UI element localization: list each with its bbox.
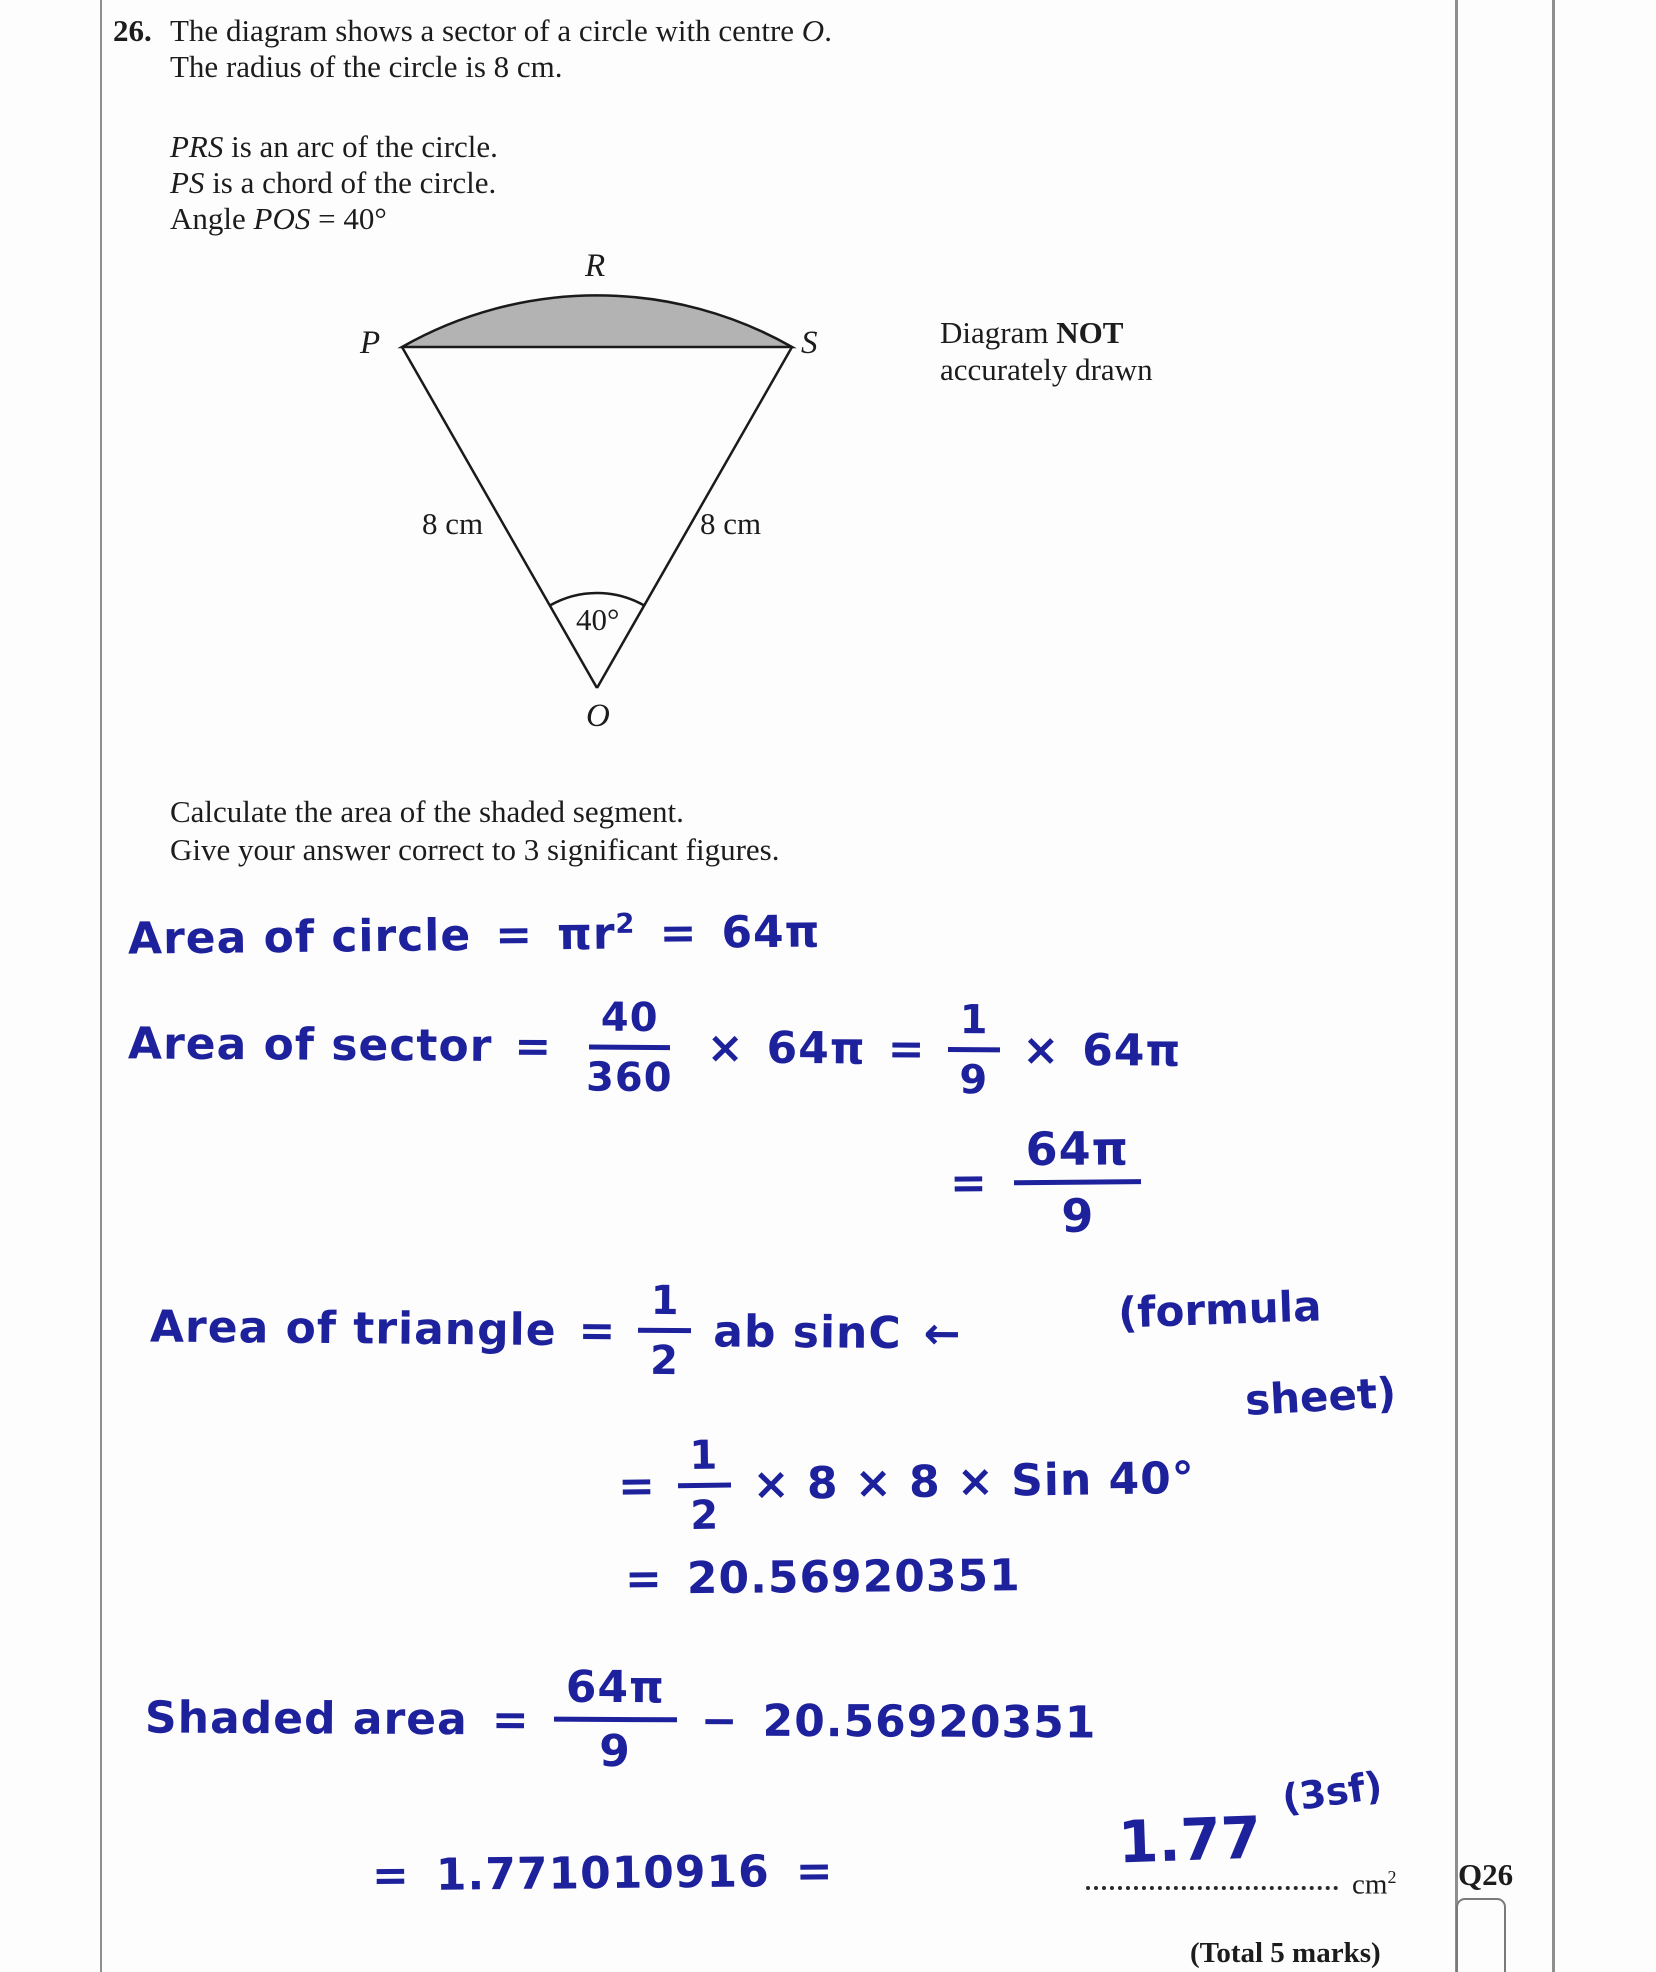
hw-square-exponent: 2 — [615, 908, 636, 940]
sector-diagram — [330, 240, 870, 720]
hw-fraction-denominator: 2 — [649, 1337, 680, 1385]
hw-times: × — [1022, 1024, 1061, 1076]
hw-equals: = — [624, 1553, 664, 1605]
work-row-area-sector — [128, 981, 1182, 1113]
unit-cm: cm — [1352, 1868, 1388, 1901]
question-tag: Q26 — [1458, 1857, 1514, 1892]
hw-ab-sinc: ab sinC — [713, 1305, 902, 1359]
hw-label-area-triangle: Area of triangle — [149, 1300, 557, 1356]
question-intro-line1 — [170, 12, 832, 50]
radius-line-right — [597, 347, 792, 688]
hw-fraction-denominator: 2 — [689, 1492, 720, 1539]
marks-entry-box — [1456, 1898, 1506, 1972]
point-p-label: P — [360, 325, 381, 361]
centre-o-label: O — [801, 13, 825, 48]
work-row-triangle-substitution — [617, 1411, 1196, 1554]
shaded-segment-shape — [402, 295, 792, 347]
hw-label-area-sector: Area of sector — [127, 1018, 493, 1072]
radius-left-label: 8 cm — [422, 506, 484, 541]
hw-equals: = — [578, 1304, 617, 1357]
hw-equals: = — [659, 907, 698, 959]
hw-fraction-denominator: 9 — [959, 1056, 989, 1103]
hw-subtracted-value: 20.56920351 — [762, 1695, 1097, 1748]
angle-statement — [170, 200, 387, 238]
angle-name: POS — [253, 201, 311, 236]
intro-text: The diagram shows a sector of a circle with centre — [170, 13, 802, 48]
point-o-label: O — [586, 698, 610, 734]
hw-fraction-1-9 — [947, 997, 1001, 1103]
angle-40-label: 40° — [576, 602, 620, 637]
work-row-area-circle — [128, 886, 821, 983]
task-line1: Calculate the area of the shaded segment. — [170, 794, 684, 829]
hw-equals: = — [617, 1460, 657, 1513]
hw-fraction-numerator: 1 — [677, 1432, 731, 1488]
hw-fraction-numerator: 1 — [948, 997, 1001, 1052]
hw-final-answer: 1.77 — [1116, 1803, 1263, 1877]
hw-fraction-denominator: 9 — [599, 1725, 631, 1778]
hw-equals: = — [514, 1021, 553, 1073]
hw-64pi: 64π — [1082, 1024, 1182, 1077]
work-row-final-value — [372, 1836, 834, 1911]
hw-fraction-64pi-9 — [553, 1662, 677, 1777]
hw-equals: = — [949, 1157, 989, 1209]
hw-triangle-area-value: 20.56920351 — [686, 1550, 1021, 1605]
chord-name: PS — [170, 165, 205, 200]
intro-period: . — [824, 13, 832, 48]
hw-minus: − — [700, 1694, 739, 1747]
angle-pre: Angle — [170, 201, 254, 236]
left-margin-rule — [100, 0, 102, 1972]
answer-unit — [1352, 1858, 1396, 1904]
hw-equals: = — [371, 1849, 411, 1901]
hw-label-shaded-area: Shaded area — [144, 1692, 468, 1745]
hw-equals: = — [494, 908, 534, 961]
radius-right-label: 8 cm — [700, 506, 762, 541]
hw-pi-r: πr — [556, 908, 616, 960]
right-margin-rule-outer — [1552, 0, 1555, 1972]
hw-fraction-numerator: 64π — [554, 1662, 677, 1722]
hw-fraction-1-2 — [677, 1432, 731, 1539]
hw-fraction-numerator: 64π — [1013, 1122, 1141, 1184]
angle-value: = 40° — [310, 201, 387, 236]
hw-unrounded-answer: 1.771010916 — [435, 1845, 771, 1901]
hw-fraction-64pi-9 — [1013, 1122, 1141, 1242]
chord-statement — [170, 164, 496, 202]
hw-fraction-numerator: 40 — [589, 994, 671, 1050]
chord-text: is a chord of the circle. — [204, 165, 497, 200]
arc-name: PRS — [170, 129, 224, 164]
unit-squared: 2 — [1387, 1867, 1397, 1887]
hw-fraction-40-360 — [574, 994, 685, 1101]
left-arrow-icon: ← — [923, 1307, 962, 1360]
hw-fraction-numerator: 1 — [638, 1278, 691, 1333]
hw-equals: = — [795, 1845, 834, 1897]
hw-pi-r-squared — [557, 908, 636, 960]
hw-8x8-sin40: × 8 × 8 × Sin 40° — [752, 1452, 1196, 1511]
right-margin-rule-inner — [1455, 0, 1458, 1972]
diagram-note-line2: accurately drawn — [940, 352, 1153, 387]
diagram-note-line1 — [940, 314, 1123, 352]
question-intro-line2: The radius of the circle is 8 cm. — [170, 49, 563, 84]
point-r-label: R — [585, 248, 606, 284]
total-marks: (Total 5 marks) — [1190, 1937, 1381, 1969]
arc-statement — [170, 128, 498, 166]
arc-text: is an arc of the circle. — [223, 129, 498, 164]
hw-fraction-1-2 — [638, 1278, 692, 1384]
hw-64pi: 64π — [721, 905, 821, 958]
question-number: 26. — [113, 13, 152, 48]
point-s-label: S — [801, 325, 818, 361]
work-row-triangle-value — [625, 1533, 1021, 1621]
note-diagram-word: Diagram — [940, 315, 1057, 350]
hw-note-sheet: sheet) — [1243, 1368, 1398, 1425]
hw-3sf-note: (3sf) — [1279, 1763, 1385, 1821]
hw-equals: = — [887, 1023, 926, 1075]
work-row-area-triangle — [149, 1266, 962, 1393]
note-not-word: NOT — [1056, 315, 1124, 350]
hw-times: × — [706, 1022, 745, 1074]
hw-equals: = — [491, 1693, 530, 1746]
hw-64pi: 64π — [766, 1022, 866, 1075]
hw-note-formula: (formula — [1117, 1281, 1323, 1338]
task-line2: Give your answer correct to 3 significant figures. — [170, 832, 780, 867]
hw-fraction-denominator: 9 — [1061, 1188, 1095, 1243]
work-row-sector-result — [949, 1109, 1142, 1256]
work-row-shaded-area — [145, 1643, 1097, 1798]
hw-fraction-denominator: 360 — [585, 1054, 673, 1101]
hw-label-area-circle: Area of circle — [127, 909, 472, 965]
answer-line — [1086, 1862, 1338, 1890]
